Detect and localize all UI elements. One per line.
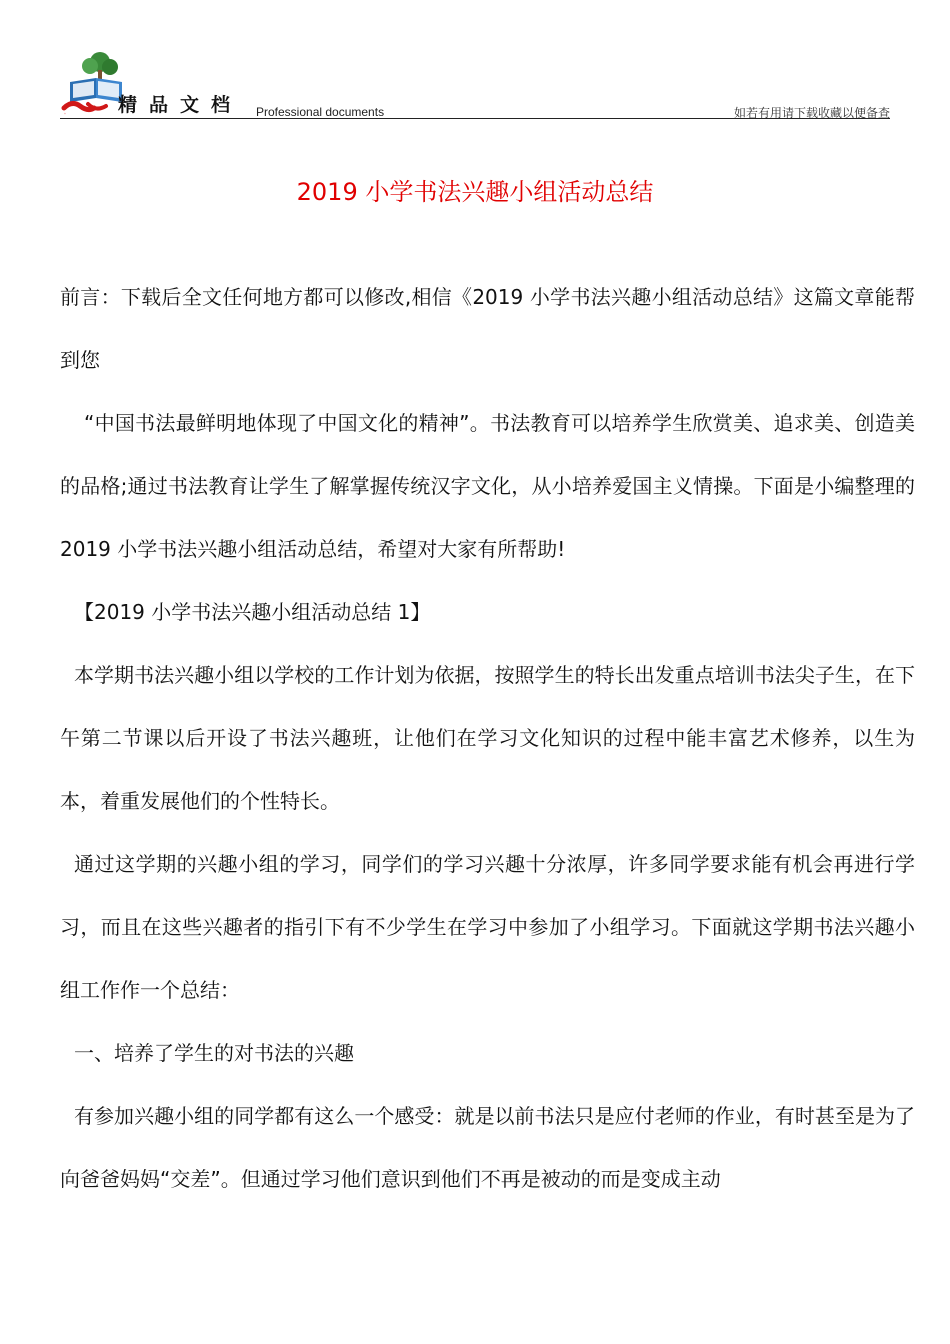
- page-header: [60, 48, 890, 120]
- preface-paragraph: 前言：下载后全文任何地方都可以修改,相信《2019 小学书法兴趣小组活动总结》这篇文章能帮到您: [60, 285, 915, 372]
- logo-text: 知识: [64, 114, 66, 115]
- body-paragraph: 本学期书法兴趣小组以学校的工作计划为依据，按照学生的特长出发重点培训书法尖子生，在下午第二节课以后开设了书法兴趣班，让他们在学习文化知识的过程中能丰富艺术修养，以生为本，着重发展他们的个性特长。: [60, 663, 915, 813]
- subheading-interest: 一、培养了学生的对书法的兴趣: [74, 1041, 354, 1065]
- body-paragraph: 有参加兴趣小组的同学都有这么一个感受：就是以前书法只是应付老师的作业，有时甚至是为了向爸爸妈妈“交差”。但通过学习他们意识到他们不再是被动的而是变成主动: [60, 1104, 915, 1191]
- header-divider: [60, 118, 890, 119]
- brand-title: 精品文档: [118, 94, 243, 116]
- brand-subtitle: Professional documents: [256, 105, 385, 119]
- document-body: [60, 266, 915, 1211]
- body-paragraph: 通过这学期的兴趣小组的学习，同学们的学习兴趣十分浓厚，许多同学要求能有机会再进行学习，而且在这些兴趣者的指引下有不少学生在学习中参加了小组学习。下面就这学期书法兴趣小组工作作一个总结：: [60, 852, 915, 1002]
- header-note: 如若有用请下载收藏以便备查: [733, 106, 890, 120]
- section-heading-summary-1: 【2019 小学书法兴趣小组活动总结 1】: [74, 600, 431, 624]
- document-title: 2019 小学书法兴趣小组活动总结: [296, 178, 654, 206]
- intro-paragraph: “中国书法最鲜明地体现了中国文化的精神”。书法教育可以培养学生欣赏美、追求美、创造美的品格;通过书法教育让学生了解掌握传统汉字文化，从小培养爱国主义情操。下面是小编整理的 2019 小学书法兴趣小组活动总结，希望对大家有所帮助!: [60, 411, 915, 561]
